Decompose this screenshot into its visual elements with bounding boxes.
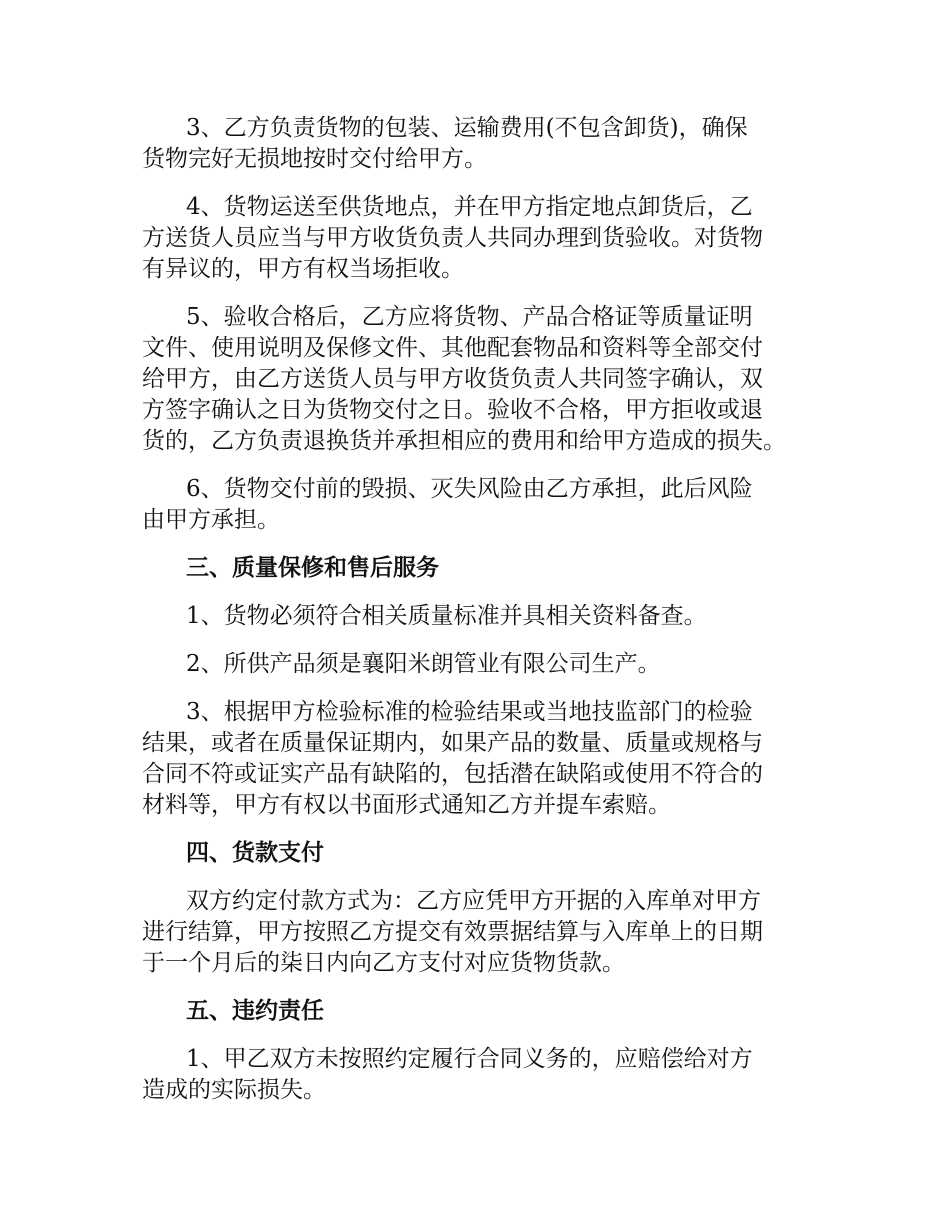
text-line: 合同不符或证实产品有缺陷的，包括潜在缺陷或使用不符合的 bbox=[142, 761, 763, 787]
text-line: 5、验收合格后，乙方应将货物、产品合格证等质量证明 bbox=[186, 304, 753, 330]
paragraph bbox=[142, 192, 832, 285]
text-line: 2、所供产品须是襄阳米朗管业有限公司生产。 bbox=[186, 651, 661, 677]
paragraph bbox=[142, 649, 832, 680]
text-line: 1、货物必须符合相关质量标准并具相关资料备查。 bbox=[186, 603, 707, 629]
text-line: 1、甲乙双方未按照约定履行合同义务的，应赔偿给对方 bbox=[186, 1046, 753, 1072]
section-heading bbox=[142, 838, 832, 869]
text-line: 货物完好无损地按时交付给甲方。 bbox=[142, 146, 487, 172]
paragraph bbox=[142, 113, 832, 175]
text-line: 方签字确认之日为货物交付之日。验收不合格，甲方拒收或退 bbox=[142, 397, 763, 423]
text-line: 造成的实际损失。 bbox=[142, 1077, 326, 1103]
text-line: 于一个月后的柒日内向乙方支付对应货物货款。 bbox=[142, 950, 625, 976]
paragraph bbox=[142, 302, 832, 457]
text-line: 有异议的，甲方有权当场拒收。 bbox=[142, 256, 464, 282]
text-line: 材料等，甲方有权以书面形式通知乙方并提车索赔。 bbox=[142, 792, 671, 818]
text-line: 五、违约责任 bbox=[186, 998, 324, 1024]
text-line: 进行结算，甲方按照乙方提交有效票据结算与入库单上的日期 bbox=[142, 919, 763, 945]
text-line: 结果，或者在质量保证期内，如果产品的数量、质量或规格与 bbox=[142, 730, 763, 756]
document-body bbox=[142, 113, 832, 1123]
text-line: 6、货物交付前的毁损、灭失风险由乙方承担，此后风险 bbox=[186, 476, 753, 502]
paragraph bbox=[142, 697, 832, 821]
paragraph bbox=[142, 886, 832, 979]
section-heading bbox=[142, 996, 832, 1027]
text-line: 四、货款支付 bbox=[186, 840, 324, 866]
paragraph bbox=[142, 474, 832, 536]
text-line: 3、乙方负责货物的包装、运输费用(不包含卸货)，确保 bbox=[186, 115, 748, 141]
paragraph bbox=[142, 1044, 832, 1106]
text-line: 给甲方，由乙方送货人员与甲方收货负责人共同签字确认，双 bbox=[142, 366, 763, 392]
text-line: 方送货人员应当与甲方收货负责人共同办理到货验收。对货物 bbox=[142, 225, 763, 251]
text-line: 文件、使用说明及保修文件、其他配套物品和资料等全部交付 bbox=[142, 335, 763, 361]
text-line: 三、质量保修和售后服务 bbox=[186, 555, 439, 581]
paragraph bbox=[142, 601, 832, 632]
text-line: 货的，乙方负责退换货并承担相应的费用和给甲方造成的损失。 bbox=[142, 428, 786, 454]
text-line: 4、货物运送至供货地点，并在甲方指定地点卸货后，乙 bbox=[186, 194, 753, 220]
text-line: 由甲方承担。 bbox=[142, 507, 280, 533]
text-line: 双方约定付款方式为：乙方应凭甲方开据的入库单对甲方 bbox=[186, 888, 761, 914]
text-line: 3、根据甲方检验标准的检验结果或当地技监部门的检验 bbox=[186, 699, 753, 725]
section-heading bbox=[142, 553, 832, 584]
